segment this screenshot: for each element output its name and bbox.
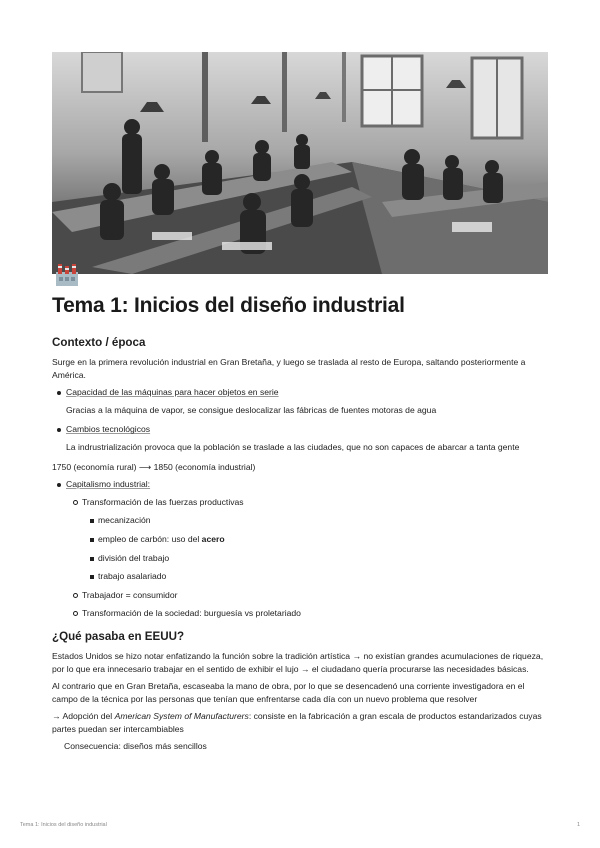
sub-list-item: Trabajador = consumidor	[52, 589, 552, 602]
paragraph	[52, 710, 552, 735]
paragraph: Estados Unidos se hizo notar enfatizando la función sobre la tradición artística → no existían grandes acumulaciones de riqueza, por lo que era innecesario trabajar en el sentido de exhibir el lujo → el ciudadano quería procurarse las necesidades básicas.	[52, 650, 544, 674]
list-item-label: Cambios tecnológicos	[66, 424, 151, 435]
list-item	[52, 423, 552, 436]
factory-photo	[52, 52, 548, 274]
sub-sub-list-item	[52, 533, 552, 546]
paragraph-prefix: → Adopción del	[52, 711, 115, 722]
list-item-detail: Gracias a la máquina de vapor, se consigue deslocalizar las fábricas de fuentes motoras de agua	[66, 404, 437, 415]
paragraph-italic: American System of Manufacturers	[114, 711, 249, 722]
paragraph-suffix: : consiste en la fabricación a gran escala de productos estandarizados cuyas partes puedan ser intercambiables	[52, 711, 542, 734]
context-list-2	[52, 423, 552, 436]
sub-list-item: Transformación de las fuerzas productivas	[52, 496, 552, 509]
context-intro: Surge en la primera revolución industrial en Gran Bretaña, y luego se traslada al resto de Europa, saltando posteriormente a América.	[52, 357, 526, 380]
paragraph: Al contrario que en Gran Bretaña, escaseaba la mano de obra, por lo que se desencadenó una corriente investigadora en el campo de la técnica por las personas que tenían que enfrentarse cada día con un nuevo problema que resolver	[52, 681, 525, 704]
list-item-label: Capitalismo industrial:	[66, 479, 151, 490]
sub-sub-list-item: mecanización	[52, 514, 552, 527]
list-item	[52, 386, 552, 399]
list-item	[52, 478, 552, 491]
paragraph: Consecuencia: diseños más sencillos	[64, 741, 207, 752]
factory-icon	[54, 262, 80, 288]
dates-line: 1750 (economía rural) ⟶ 1850 (economía industrial)	[52, 461, 256, 472]
section-heading-context: Contexto / época	[52, 336, 146, 349]
cover-image	[52, 52, 548, 274]
sub-list-item: Transformación de la sociedad: burguesía vs proletariado	[52, 607, 552, 620]
page-content	[52, 336, 552, 758]
sub-sub-list-item: división del trabajo	[52, 552, 552, 565]
item-bold-text: acero	[201, 533, 225, 544]
list-item-label: Capacidad de las máquinas para hacer objetos en serie	[66, 387, 279, 398]
footer-title: Tema 1: Inicios del diseño industrial	[20, 822, 107, 828]
context-list	[52, 386, 552, 399]
section-heading-eeuu: ¿Qué pasaba en EEUU?	[52, 629, 185, 643]
capitalism-list	[52, 478, 552, 620]
sub-sub-list-item: trabajo asalariado	[52, 570, 552, 583]
item-text: empleo de carbón: uso del	[98, 533, 202, 544]
page-number: 1	[576, 822, 580, 828]
list-item-detail: La indrustrialización provoca que la población se traslade a las ciudades, que no son capaces de abarcar a tanta gente	[66, 441, 520, 452]
page-title: Tema 1: Inicios del diseño industrial	[52, 294, 405, 317]
